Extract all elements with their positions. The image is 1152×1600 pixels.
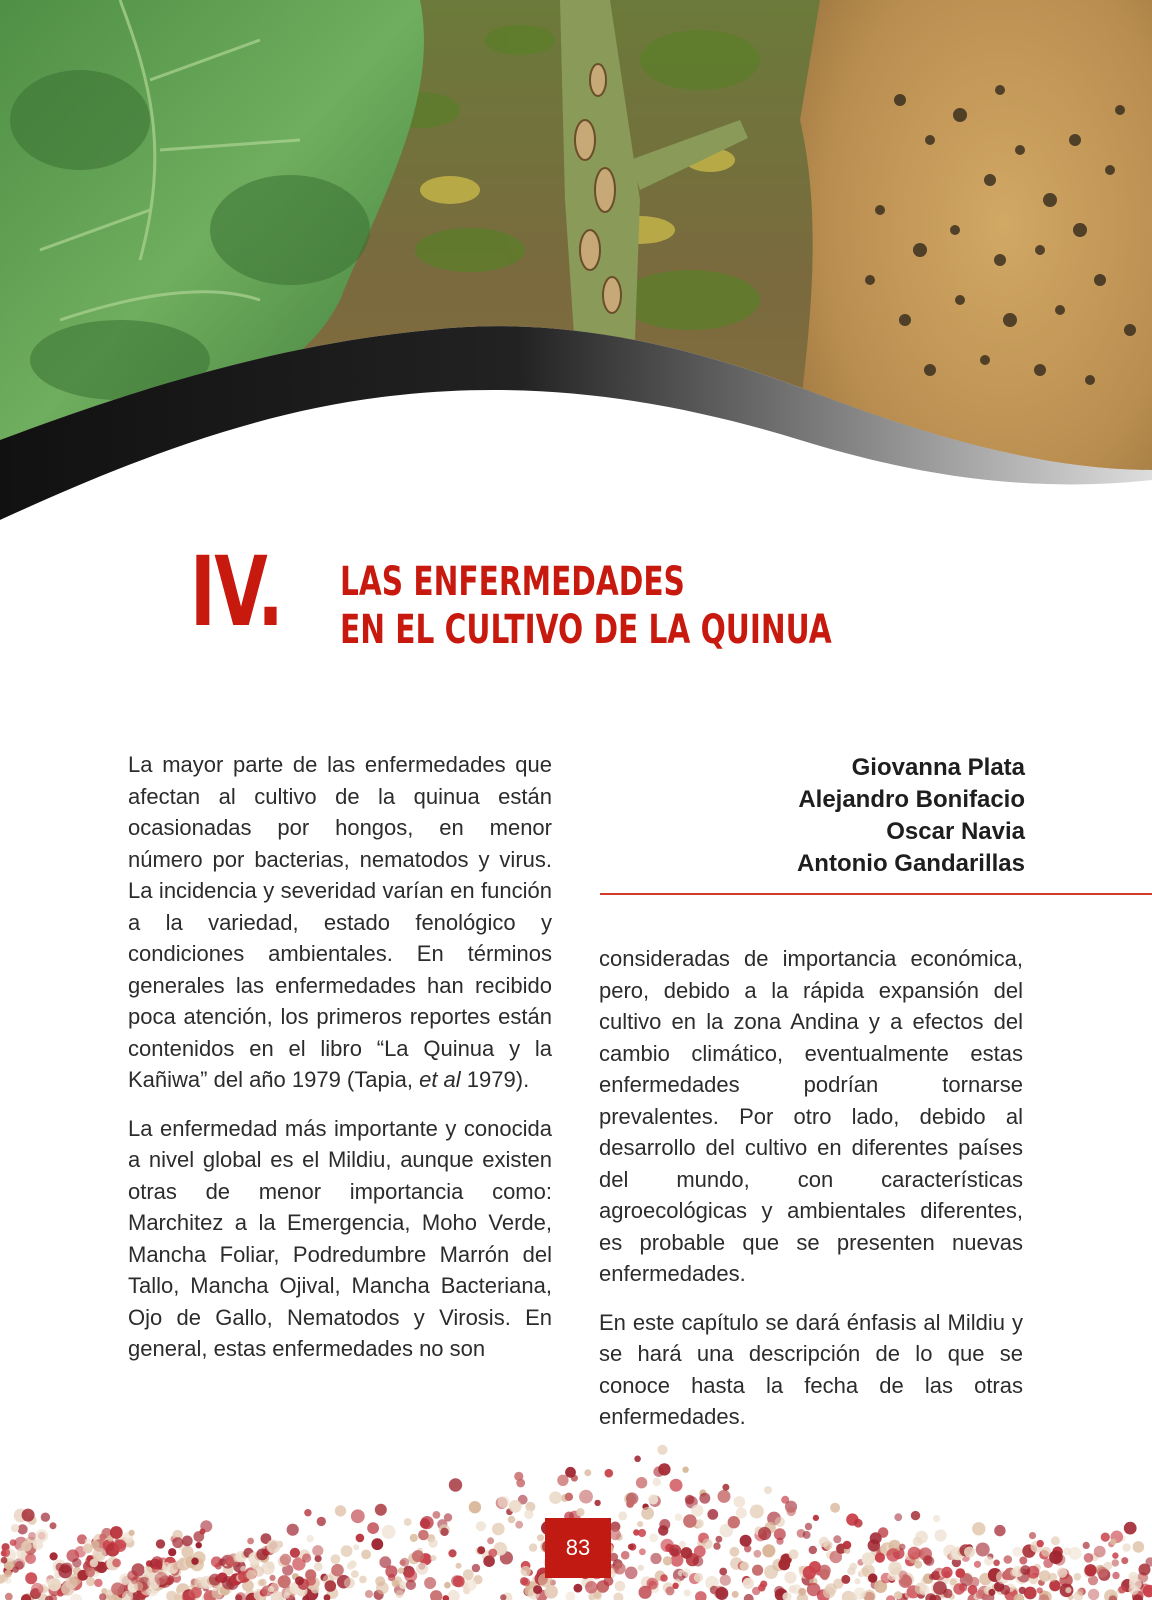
page-number-box: [545, 1518, 611, 1578]
author-name: Oscar Navia: [886, 818, 1025, 845]
chapter-title: [340, 558, 832, 654]
page-number: 83: [565, 1535, 591, 1560]
header-photo-banner: [0, 0, 1152, 560]
author-name: Giovanna Plata: [851, 754, 1025, 781]
chapter-numeral: IV.: [190, 536, 283, 648]
author-name: Alejandro Bonifacio: [798, 786, 1025, 813]
body-column-left: [128, 749, 552, 1382]
chapter-title-line-1: LAS ENFERMEDADES: [340, 559, 685, 605]
italic-citation: et al: [419, 1067, 461, 1092]
body-paragraph: consideradas de importancia económica, pero, debido a la rápida expansión del cultivo en la zona Andina y a efectos del cambio climático, eventualmente estas enfermedades podrían tornarse prevalentes. Por otro lado, debido al desarrollo del cultivo en diferentes países del mundo, con características agroecológicas y ambientales diferentes, es probable que se presenten nuevas enfermedades.: [599, 946, 1023, 1286]
author-divider: [600, 893, 1152, 895]
author-list: [797, 752, 1025, 880]
chapter-title-line-2: EN EL CULTIVO DE LA QUINUA: [340, 607, 832, 653]
body-paragraph: La enfermedad más importante y conocida a nivel global es el Mildiu, aunque existen otras de menor importancia como: Marchitez a la Emergencia, Moho Verde, Mancha Foliar, Podredumbre Marrón del Tallo, Mancha Ojival, Mancha Bacteriana, Ojo de Gallo, Nematodos y Virosis. En general, estas enfermedades no son: [128, 1115, 552, 1361]
body-paragraph: La mayor parte de las enfermedades que afectan al cultivo de la quinua están ocasionadas por hongos, en menor número por bacterias, nematodos y virus. La incidencia y severidad varían en función a la variedad, estado fenológico y condiciones ambientales. En términos generales las enfermedades han recibido poca atención, los primeros reportes están contenidos en el libro “La Quinua y la Kañiwa” del año 1979 (Tapia, et al 1979).: [128, 752, 552, 1092]
body-paragraph: En este capítulo se dará énfasis al Mildiu y se hará una descripción de lo que se conoce hasta la fecha de las otras enfermedades.: [599, 1309, 1023, 1429]
body-column-right: [599, 943, 1023, 1450]
author-name: Antonio Gandarillas: [796, 850, 1025, 877]
